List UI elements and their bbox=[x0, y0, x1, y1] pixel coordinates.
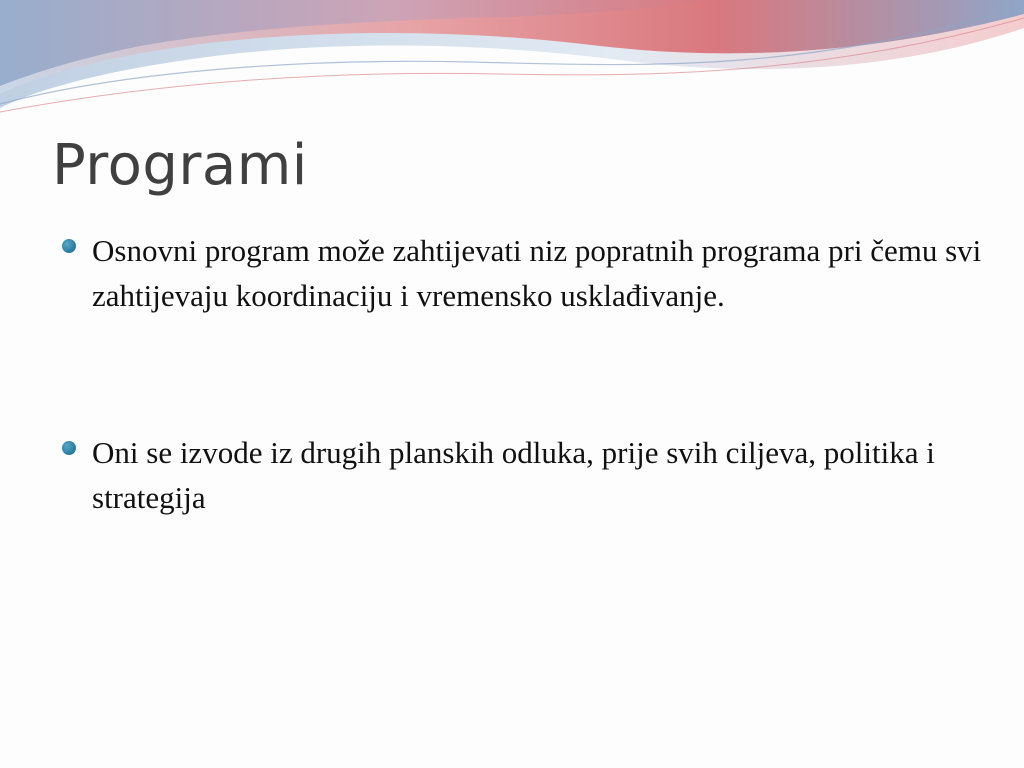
slide-title: Programi bbox=[52, 133, 308, 198]
bullet-item bbox=[62, 430, 982, 520]
bullet-text: Osnovni program može zahtijevati niz popratnih programa pri čemu svi zahtijevaju koordinaciju i vremensko usklađivanje. bbox=[92, 233, 982, 313]
bullet-item bbox=[62, 228, 982, 318]
bullet-dot-icon bbox=[62, 441, 76, 455]
bullet-list bbox=[62, 228, 982, 520]
bullet-text: Oni se izvode iz drugih planskih odluka, prije svih ciljeva, politika i strategija bbox=[92, 435, 935, 515]
decorative-wave-header bbox=[0, 0, 1024, 120]
bullet-dot-icon bbox=[62, 239, 76, 253]
